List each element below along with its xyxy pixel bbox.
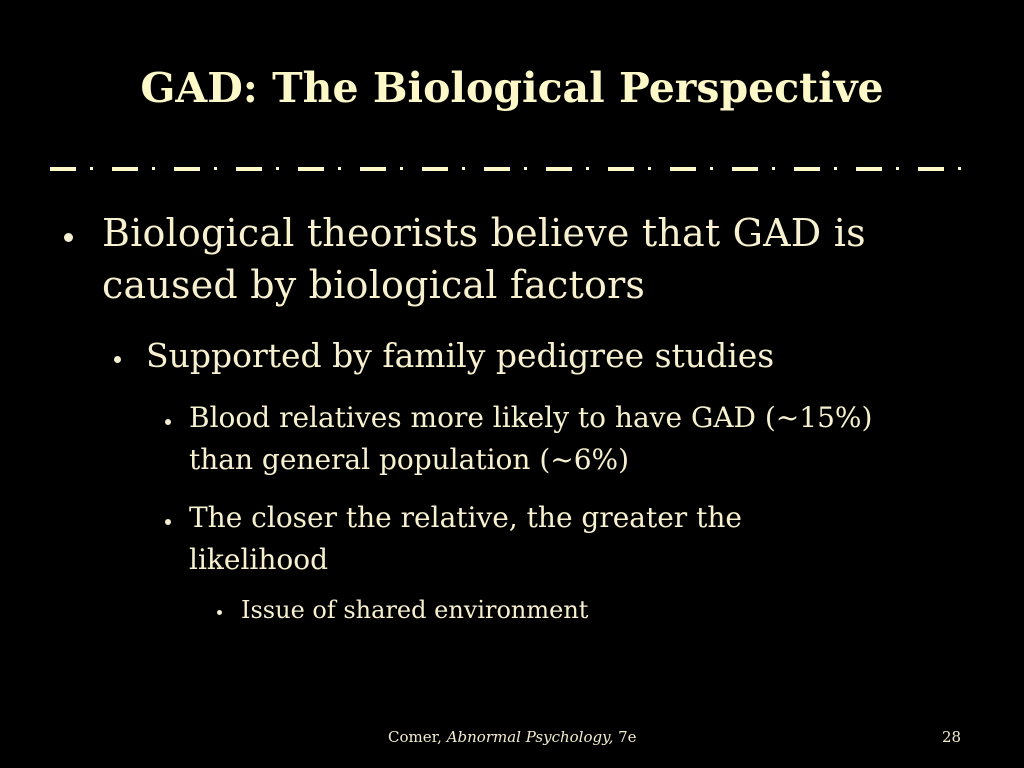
title-divider xyxy=(50,163,974,175)
page-number: 28 xyxy=(942,728,962,746)
dash-dot-divider-line xyxy=(50,163,974,175)
bullet-icon xyxy=(114,356,121,363)
bullet-level2: Supported by family pedigree studies xyxy=(146,336,775,375)
bullet-level3-closer-relative: The closer the relative, the greater the likelihood xyxy=(189,501,742,576)
slide-footer xyxy=(0,728,1024,750)
bullet-icon xyxy=(217,610,222,615)
bullet-icon xyxy=(64,233,73,242)
footer-book-title: Abnormal Psychology, xyxy=(446,728,614,746)
footer-edition: 7e xyxy=(618,728,637,746)
bullet-level3-blood-relatives: Blood relatives more likely to have GAD (~15%) than general population (~6%) xyxy=(189,401,873,476)
slide-title: GAD: The Biological Perspective xyxy=(140,64,884,112)
bullet-icon xyxy=(165,519,171,525)
bullet-level4: Issue of shared environment xyxy=(241,596,589,624)
bullet-icon xyxy=(165,419,171,425)
bullet-level1: Biological theorists believe that GAD is caused by biological factors xyxy=(102,211,866,307)
footer-citation xyxy=(388,728,637,746)
footer-author: Comer, xyxy=(388,728,442,746)
